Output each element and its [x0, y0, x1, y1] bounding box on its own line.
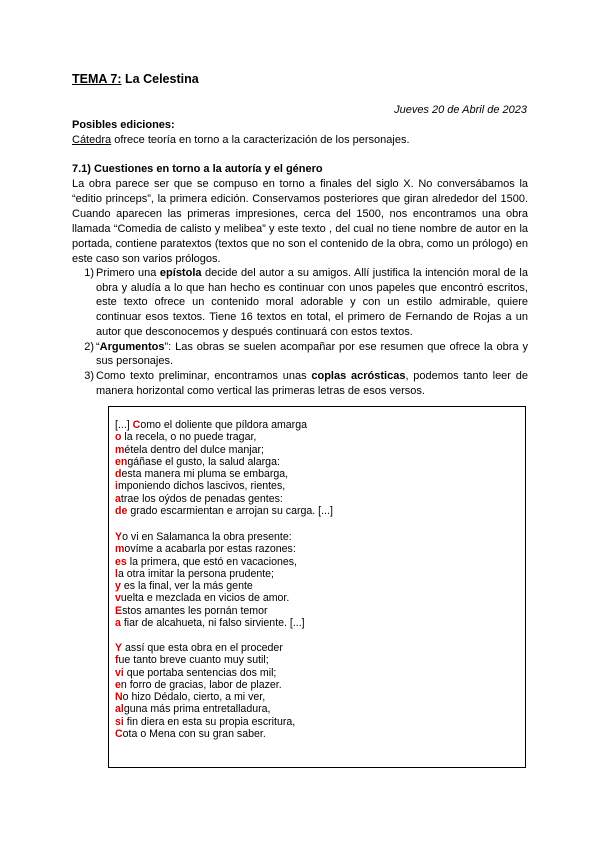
poem-line [115, 716, 295, 728]
poem-line-text: stos amantes les pornán temor [122, 604, 268, 617]
poem-line [115, 642, 295, 654]
acrostic-letters: f [115, 654, 119, 667]
poem-line-text: grado escarmientan e arrojan su carga. [...] [127, 505, 333, 518]
list-text: , podemos tanto leer de manera horizontal como vertical las primeras letras de esos versos. [96, 369, 528, 397]
poem-stanza-2 [115, 531, 305, 629]
poem-line-text: fin diera en esta su propia escritura, [123, 715, 296, 728]
poem-line-text: ota o Mena con su gran saber. [122, 728, 266, 741]
prologue-list [72, 266, 528, 398]
poem-line [115, 667, 295, 679]
list-text: ”: Las obras se suelen acompañar por ese resumen que ofrece la obra y sus personajes. [96, 340, 528, 368]
poem-line [115, 568, 305, 580]
poem-line-text: trae los oýdos de penadas gentes: [120, 492, 283, 505]
poem-line-text: fiar de alcahueta, ni falso sirviente. [...] [120, 617, 305, 630]
poem-line-text: la primera, que estó en vacaciones, [126, 555, 297, 568]
section-heading: 7.1) Cuestiones en torno a la autoría y el género [72, 163, 323, 175]
list-item [72, 340, 528, 369]
acrostic-letters: a [115, 492, 121, 505]
list-item [72, 266, 528, 340]
poem-line [115, 480, 333, 492]
acrostic-letters: m [115, 443, 125, 456]
poem-line [115, 543, 305, 555]
list-bold: coplas acrósticas [311, 369, 406, 382]
acrostic-letters: v [115, 592, 121, 605]
acrostic-letters: C [115, 728, 123, 741]
poem-line [115, 592, 305, 604]
poem-line-text: mponiendo dichos lascivos, rientes, [117, 480, 286, 493]
poem-line [115, 468, 333, 480]
list-text: “ [96, 340, 100, 353]
poem-box [108, 406, 526, 768]
poem-line [115, 703, 295, 715]
poem-line-text: guna más prima entretalladura, [123, 703, 271, 716]
list-number: 2) [84, 340, 94, 353]
acrostic-letters: N [115, 691, 123, 704]
poem-line [115, 580, 305, 592]
list-text: Como texto preliminar, encontramos unas [96, 369, 312, 382]
poem-line-text: la recela, o no puede tragar, [121, 431, 257, 444]
poem-line [115, 444, 333, 456]
poem-line-text: o vi en Salamanca la obra presente: [122, 531, 292, 543]
acrostic-letters: Y [115, 531, 123, 543]
acrostic-letters: a [115, 617, 121, 630]
editions-text [72, 133, 528, 148]
list-text: Primero una [96, 267, 160, 279]
title-text: La Celestina [125, 72, 199, 86]
editions-heading: Posibles ediciones: [72, 119, 175, 131]
list-bold: Argumentos [99, 340, 165, 353]
acrostic-letters: o [115, 431, 122, 444]
poem-line-text: uelta e mezclada en vicios de amor. [120, 592, 290, 605]
poem-line [115, 617, 305, 629]
poem-line-text: ovíme a acabarla por estas razones: [124, 543, 296, 556]
poem-line-text: étela dentro del dulce manjar; [124, 443, 264, 456]
acrostic-letters: si [115, 715, 124, 728]
poem-line [115, 531, 305, 543]
editions-publisher: Cátedra [72, 134, 112, 146]
poem-line-text: n forro de gracias, labor de plazer. [120, 678, 282, 691]
poem-line-text: ue tanto breve cuanto muy sutil; [118, 654, 269, 667]
acrostic-letters: l [115, 567, 118, 580]
acrostic-letters: e [115, 678, 121, 691]
acrostic-letters: de [115, 505, 128, 518]
acrostic-letters: i [115, 480, 118, 493]
poem-line [115, 679, 295, 691]
acrostic-letters: d [115, 468, 122, 481]
poem-line-text: assí que esta obra en el proceder [122, 642, 283, 654]
list-text: decide del autor a su amigos. Allí justifica la intención moral de la obra y aludía a lo que han hecho es continuar con unos papeles que encontró escritos, este texto ofrece un contenido moral adorable y con un estilo admirable, quiere continuar esos textos. Tiene 16 textos en total, el primero de Fernando de Rojas a un autor que desconocemos y después continuará con estos textos. [96, 267, 528, 338]
poem-line [115, 691, 295, 703]
acrostic-letters: C [132, 419, 141, 431]
poem-line [115, 431, 333, 443]
section-block [72, 162, 528, 267]
title-prefix: TEMA 7: [72, 72, 122, 86]
list-number: 1) [84, 267, 94, 279]
acrostic-letters: y [115, 580, 121, 593]
editions-block [72, 118, 528, 148]
poem-line [115, 456, 333, 468]
acrostic-letters: m [115, 543, 125, 556]
poem-line [115, 556, 305, 568]
poem-stanza-3 [115, 642, 295, 740]
poem-line [115, 419, 333, 431]
poem-line-text: es la final, ver la más gente [120, 580, 253, 593]
acrostic-letters: Y [115, 642, 123, 654]
list-number: 3) [84, 369, 94, 382]
poem-line-text: que portaba sentencias dos mil; [123, 666, 277, 679]
acrostic-letters: E [115, 604, 123, 617]
list-bold: epístola [159, 267, 202, 279]
poem-line [115, 605, 305, 617]
poem-line [115, 505, 333, 517]
acrostic-letters: al [115, 703, 124, 716]
poem-line-text: o hizo Dédalo, cierto, a mi ver, [122, 691, 266, 704]
list-item [72, 369, 528, 398]
date-line: Jueves 20 de Abril de 2023 [394, 104, 527, 116]
poem-line-text: a otra imitar la persona prudente; [117, 567, 275, 580]
poem-line [115, 654, 295, 666]
poem-line-text: gáñase el gusto, la salud alarga: [127, 455, 280, 468]
editions-body: ofrece teoría en torno a la caracterización de los personajes. [111, 134, 410, 146]
poem-line-prefix: [...] [115, 419, 133, 431]
poem-line [115, 728, 295, 740]
acrostic-letters: vi [115, 666, 124, 679]
poem-line-text: omo el doliente que píldora amarga [140, 419, 307, 431]
section-intro: La obra parece ser que se compuso en torno a finales del siglo X. No conversábamos la “editio princeps”, la primera edición. Conservamos posteriores que giran alrededor del 1500. Cuando aparecen las primeras impresiones, cerca del 1500, nos encontramos una obra llamada “Comedia de calisto y melibea” y este texto , del cual no tiene nombre de autor en la portada, contiene paratextos (textos que no son el contenido de la obra, como un prólogo) en este caso son varios prólogos. [72, 178, 528, 265]
poem-line-text: esta manera mi pluma se embarga, [121, 468, 289, 481]
acrostic-letters: en [115, 455, 128, 468]
poem-line [115, 493, 333, 505]
page-title [72, 72, 199, 86]
acrostic-letters: es [115, 555, 127, 568]
poem-stanza-1 [115, 419, 333, 517]
